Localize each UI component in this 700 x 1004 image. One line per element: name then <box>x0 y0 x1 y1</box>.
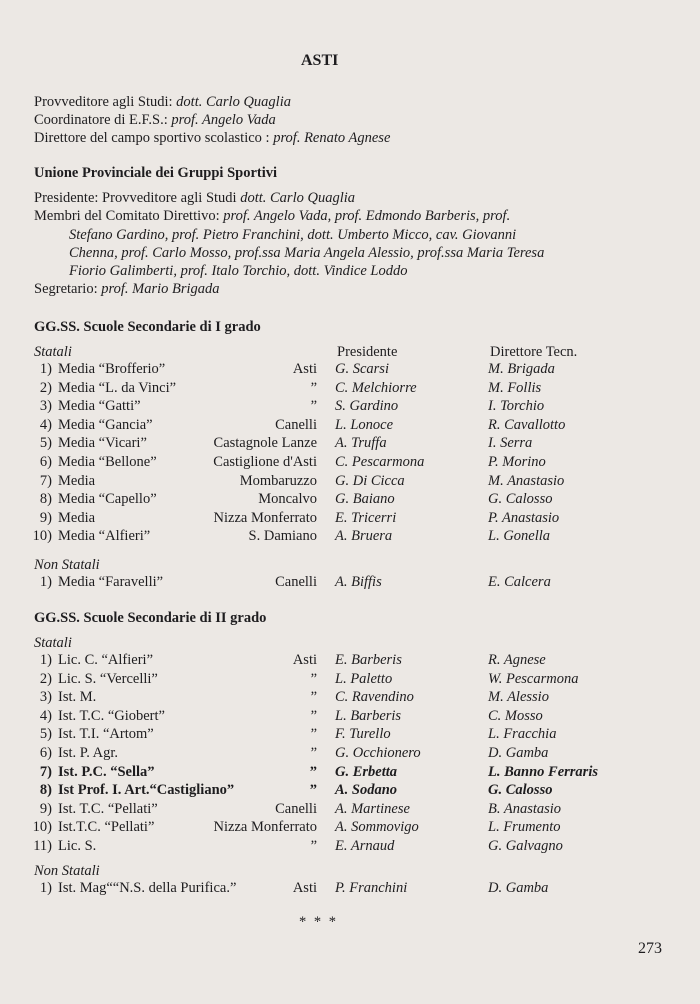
separator: * * * <box>299 914 338 930</box>
official-coordinatore: Coordinatore di E.F.S.: prof. Angelo Vada <box>34 112 276 128</box>
director-name: E. Calcera <box>488 574 551 590</box>
row-number: 7) <box>39 763 52 780</box>
school-city: ” <box>310 726 317 743</box>
school-city: ” <box>310 670 317 687</box>
school-name: Media “L. da Vinci” <box>58 379 177 396</box>
row-number: 2) <box>39 670 52 687</box>
school-name: Ist Prof. I. Art.“Castigliano” <box>58 782 235 799</box>
president-name: F. Turello <box>335 726 391 743</box>
school-city: Asti <box>292 361 317 377</box>
school-name: Media “Vicari” <box>58 435 147 452</box>
director-name: M. Follis <box>488 379 542 396</box>
table-row <box>0 880 700 899</box>
school-name: Ist. T.I. “Artom” <box>58 726 154 743</box>
row-number: 8) <box>39 491 52 508</box>
official-provveditore: Provveditore agli Studi: dott. Carlo Quaglia <box>34 94 291 110</box>
row-number: 3) <box>39 689 52 706</box>
section2-statali-label: Statali <box>34 635 72 651</box>
union-secretary: Segretario: prof. Mario Brigada <box>34 281 220 297</box>
section1-heading: GG.SS. Scuole Secondarie di I grado <box>34 319 261 335</box>
page-number: 273 <box>638 940 662 957</box>
row-number: 10) <box>32 819 52 836</box>
president-name: G. Occhionero <box>335 745 421 761</box>
school-city: S. Damiano <box>248 528 317 545</box>
union-members-line: Fiorio Galimberti, prof. Italo Torchio, dott. Vindice Loddo <box>69 263 408 279</box>
director-name: D. Gamba <box>488 745 549 761</box>
president-name: G. Scarsi <box>335 361 389 377</box>
row-number: 4) <box>39 707 52 724</box>
director-name: I. Torchio <box>488 398 545 415</box>
row-number: 4) <box>39 416 52 433</box>
union-heading: Unione Provinciale dei Gruppi Sportivi <box>34 165 278 181</box>
school-name: Ist. Mag““N.S. della Purifica.” <box>58 880 237 896</box>
school-city: ” <box>309 763 317 780</box>
director-name: G. Calosso <box>488 782 553 799</box>
table-row <box>0 380 700 399</box>
director-name: R. Cavallotto <box>488 416 566 433</box>
school-city: ” <box>310 398 317 415</box>
president-name: S. Gardino <box>335 398 399 415</box>
school-city: Mombaruzzo <box>239 472 317 489</box>
school-name: Media “Gancia” <box>58 416 153 433</box>
table-row <box>0 782 700 801</box>
director-name: G. Calosso <box>488 491 553 508</box>
director-name: I. Serra <box>488 435 533 452</box>
school-city: ” <box>310 707 317 724</box>
school-name: Media <box>58 509 96 526</box>
president-name: E. Barberis <box>335 652 402 668</box>
school-city: Nizza Monferrato <box>213 509 317 526</box>
row-number: 3) <box>39 398 52 415</box>
president-name: A. Bruera <box>335 528 393 545</box>
school-name: Ist. M. <box>58 689 97 706</box>
director-name: B. Anastasio <box>488 800 562 817</box>
row-number: 9) <box>39 509 52 526</box>
row-number: 6) <box>39 745 52 761</box>
section1-statali-label: Statali <box>34 344 72 360</box>
row-number: 5) <box>39 435 52 452</box>
column-header-presidente: Presidente <box>337 344 398 360</box>
table-row <box>0 510 700 529</box>
union-members: Membri del Comitato Direttivo: prof. Angelo Vada, prof. Edmondo Barberis, prof. <box>34 208 511 224</box>
school-name: Media “Alfieri” <box>58 528 151 545</box>
president-name: G. Di Cicca <box>335 472 405 489</box>
director-name: M. Anastasio <box>488 472 565 489</box>
president-name: A. Martinese <box>335 800 410 817</box>
director-name: L. Frumento <box>488 819 561 836</box>
school-name: Ist. P. Agr. <box>58 745 119 761</box>
column-header-direttore: Direttore Tecn. <box>490 344 578 360</box>
table-row <box>0 838 700 857</box>
table-row <box>0 454 700 473</box>
director-name: L. Banno Ferraris <box>488 763 598 780</box>
union-members-line: Chenna, prof. Carlo Mosso, prof.ssa Maria Angela Alessio, prof.ssa Maria Teresa <box>69 245 545 261</box>
row-number: 10) <box>32 528 52 545</box>
table-row <box>0 726 700 745</box>
president-name: L. Lonoce <box>335 416 393 433</box>
table-row <box>0 708 700 727</box>
page-title: ASTI <box>301 52 339 69</box>
table-row <box>0 671 700 690</box>
table-row <box>0 652 700 671</box>
school-city: ” <box>310 838 317 854</box>
union-president: Presidente: Provveditore agli Studi dott. Carlo Quaglia <box>34 190 356 206</box>
director-name: C. Mosso <box>488 707 543 724</box>
director-name: R. Agnese <box>488 652 546 668</box>
school-city: Castagnole Lanze <box>213 435 317 452</box>
school-name: Lic. C. “Alfieri” <box>58 652 154 668</box>
president-name: A. Truffa <box>335 435 387 452</box>
director-name: G. Galvagno <box>488 838 563 854</box>
president-name: E. Tricerri <box>335 509 397 526</box>
school-name: Media “Faravelli” <box>58 574 164 590</box>
table-row <box>0 417 700 436</box>
school-name: Media “Capello” <box>58 491 157 508</box>
row-number: 5) <box>39 726 52 743</box>
table-row <box>0 801 700 820</box>
school-name: Ist. P.C. “Sella” <box>58 763 155 780</box>
president-name: C. Ravendino <box>335 689 414 706</box>
president-name: L. Barberis <box>335 707 402 724</box>
school-name: Ist.T.C. “Pellati” <box>58 819 155 836</box>
school-name: Ist. T.C. “Pellati” <box>58 800 158 817</box>
director-name: P. Anastasio <box>488 509 560 526</box>
director-name: M. Brigada <box>488 361 555 377</box>
school-city: ” <box>309 782 317 799</box>
school-name: Ist. T.C. “Giobert” <box>58 707 165 724</box>
director-name: L. Fracchia <box>488 726 557 743</box>
director-name: M. Alessio <box>488 689 549 706</box>
table-row <box>0 398 700 417</box>
school-city: Moncalvo <box>258 491 317 508</box>
section2-heading: GG.SS. Scuole Secondarie di II grado <box>34 610 267 626</box>
president-name: G. Erbetta <box>335 763 398 780</box>
school-city: ” <box>310 689 317 706</box>
school-name: Media “Gatti” <box>58 398 141 415</box>
table-row <box>0 574 700 593</box>
union-members-line: Stefano Gardino, prof. Pietro Franchini, dott. Umberto Micco, cav. Giovanni <box>69 227 517 243</box>
school-city: Nizza Monferrato <box>213 819 317 836</box>
director-name: W. Pescarmona <box>488 670 579 687</box>
table-row <box>0 435 700 454</box>
president-name: C. Pescarmona <box>335 454 425 470</box>
school-city: ” <box>310 379 317 396</box>
president-name: G. Baiano <box>335 491 395 508</box>
school-city: Asti <box>292 880 317 896</box>
director-name: P. Morino <box>488 454 546 470</box>
row-number: 1) <box>39 880 52 896</box>
school-name: Media <box>58 472 96 489</box>
school-city: ” <box>310 745 317 761</box>
school-name: Lic. S. “Vercelli” <box>58 670 158 687</box>
president-name: P. Franchini <box>335 880 408 896</box>
school-city: Canelli <box>275 416 317 433</box>
president-name: A. Biffis <box>335 574 382 590</box>
section1-non-statali-label: Non Statali <box>34 557 100 573</box>
table-row <box>0 473 700 492</box>
school-name: Media “Bellone” <box>58 454 157 470</box>
president-name: A. Sommovigo <box>335 819 419 836</box>
president-name: A. Sodano <box>335 782 398 799</box>
school-city: Canelli <box>275 574 317 590</box>
school-name: Media “Brofferio” <box>58 361 166 377</box>
school-city: Canelli <box>275 800 317 817</box>
president-name: L. Paletto <box>335 670 393 687</box>
director-name: L. Gonella <box>488 528 551 545</box>
table-row <box>0 491 700 510</box>
director-name: D. Gamba <box>488 880 549 896</box>
school-city: Castiglione d'Asti <box>213 454 317 470</box>
row-number: 1) <box>39 652 52 668</box>
row-number: 8) <box>39 782 52 799</box>
table-row <box>0 745 700 764</box>
table-row <box>0 764 700 783</box>
row-number: 7) <box>39 472 52 489</box>
president-name: E. Arnaud <box>335 838 395 854</box>
section2-non-statali-label: Non Statali <box>34 863 100 879</box>
table-row <box>0 361 700 380</box>
school-city: Asti <box>292 652 317 668</box>
row-number: 6) <box>39 454 52 470</box>
president-name: C. Melchiorre <box>335 379 417 396</box>
row-number: 11) <box>33 838 52 854</box>
official-direttore-campo: Direttore del campo sportivo scolastico : prof. Renato Agnese <box>34 130 391 146</box>
table-row <box>0 689 700 708</box>
school-name: Lic. S. <box>58 838 97 854</box>
table-row <box>0 528 700 547</box>
row-number: 1) <box>39 574 52 590</box>
row-number: 1) <box>39 361 52 377</box>
row-number: 2) <box>39 379 52 396</box>
row-number: 9) <box>39 800 52 817</box>
table-row <box>0 819 700 838</box>
